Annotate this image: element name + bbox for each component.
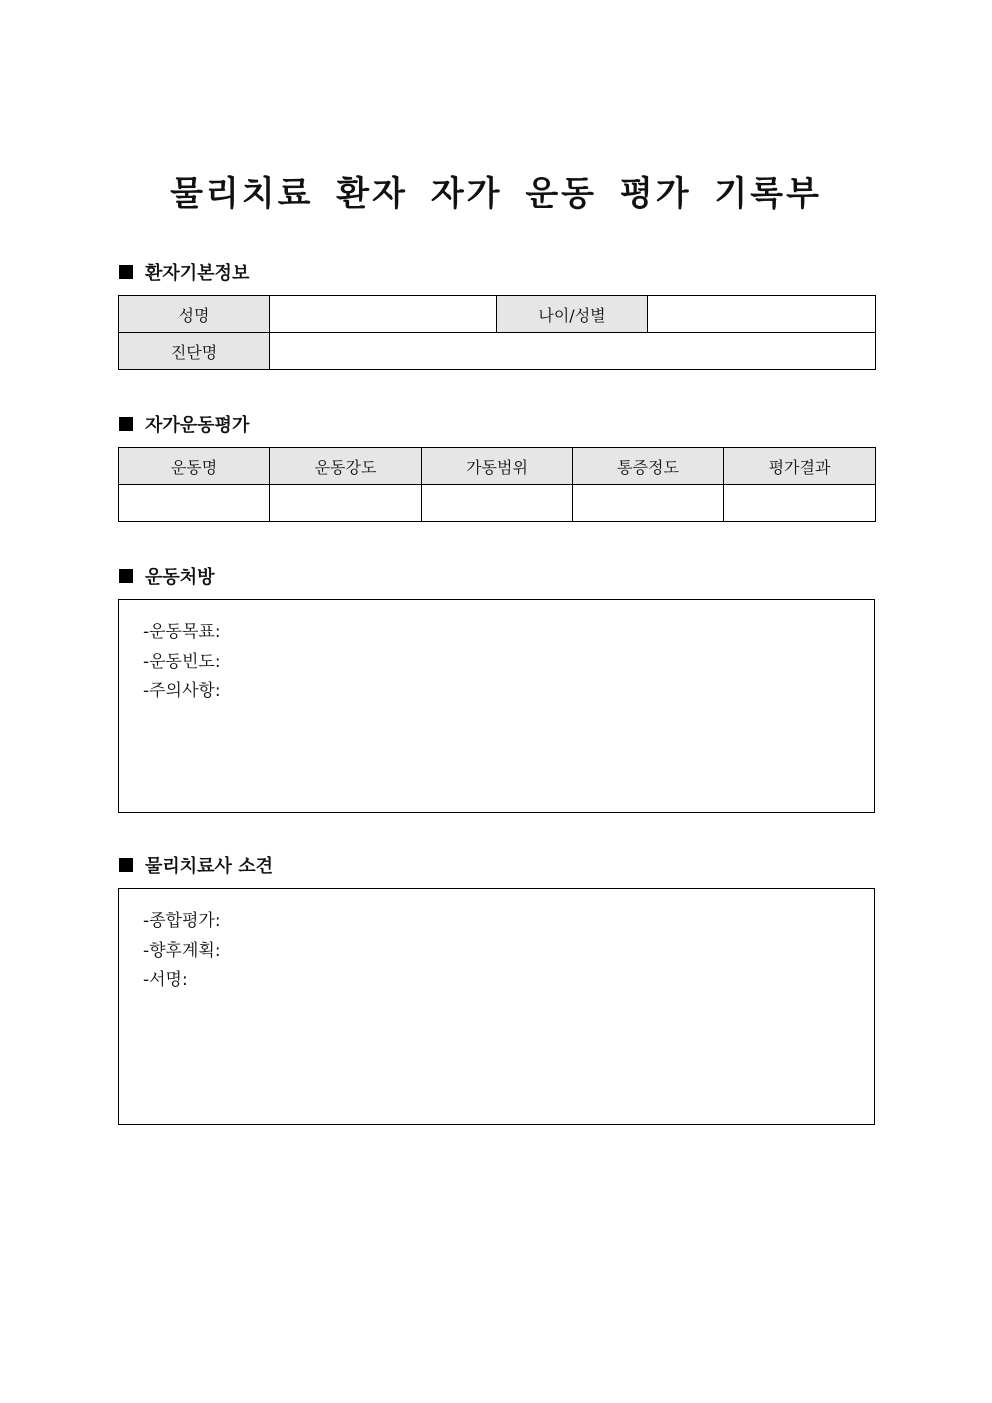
section-title: 환자기본정보	[145, 263, 250, 284]
range-of-motion-cell[interactable]	[422, 485, 573, 522]
square-bullet-icon	[119, 265, 133, 279]
signature-line: -서명:	[143, 970, 188, 990]
name-label: 성명	[119, 296, 270, 333]
age-sex-field[interactable]	[648, 296, 876, 333]
exercise-name-cell[interactable]	[119, 485, 270, 522]
diagnosis-label: 진단명	[119, 333, 270, 370]
section-heading-opinion	[119, 852, 273, 878]
age-sex-label: 나이/성별	[497, 296, 648, 333]
diagnosis-field[interactable]	[270, 333, 876, 370]
precautions-line: -주의사항:	[143, 681, 221, 701]
table-header-row	[119, 448, 876, 485]
exercise-frequency-line: -운동빈도:	[143, 651, 221, 672]
section-title: 물리치료사 소견	[145, 856, 273, 877]
section-title: 자가운동평가	[145, 415, 250, 436]
pain-level-cell[interactable]	[573, 485, 724, 522]
square-bullet-icon	[119, 417, 133, 431]
section-heading-self-exercise	[119, 411, 249, 437]
result-cell[interactable]	[724, 485, 876, 522]
square-bullet-icon	[119, 569, 133, 583]
column-header-intensity: 운동강도	[270, 448, 422, 485]
document-title: 물리치료 환자 자가 운동 평가 기록부	[170, 174, 822, 214]
table-row	[119, 485, 876, 522]
self-exercise-table	[118, 447, 876, 522]
column-header-pain-level: 통증정도	[573, 448, 724, 485]
section-title: 운동처방	[145, 567, 215, 588]
square-bullet-icon	[119, 858, 133, 872]
exercise-goal-line: -운동목표:	[143, 622, 221, 642]
overall-evaluation-line: -종합평가:	[143, 911, 221, 931]
name-field[interactable]	[270, 296, 497, 333]
prescription-box[interactable]	[118, 599, 875, 813]
column-header-exercise-name: 운동명	[119, 448, 270, 485]
section-heading-patient-info	[119, 259, 249, 285]
column-header-range-of-motion: 가동범위	[422, 448, 573, 485]
section-heading-prescription	[119, 563, 215, 589]
table-row	[119, 296, 876, 333]
opinion-box[interactable]	[118, 888, 875, 1125]
patient-info-table	[118, 295, 876, 370]
intensity-cell[interactable]	[270, 485, 422, 522]
column-header-result: 평가결과	[724, 448, 876, 485]
future-plan-line: -향후계획:	[143, 940, 221, 961]
table-row	[119, 333, 876, 370]
